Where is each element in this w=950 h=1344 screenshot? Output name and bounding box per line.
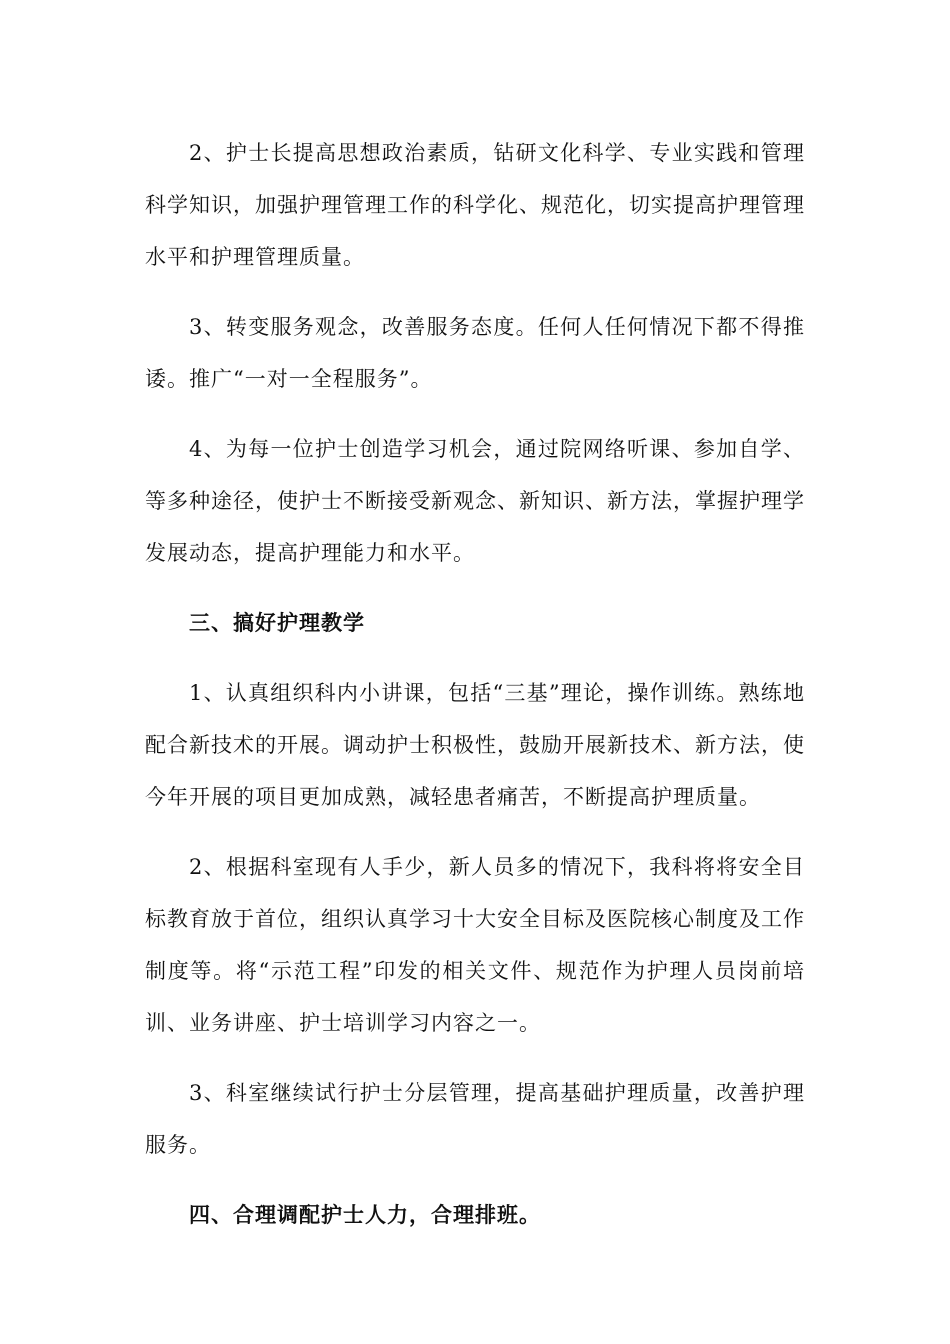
paragraph-3-service-attitude: 3、转变服务观念，改善服务态度。任何人任何情况下都不得推诿。推广“一对一全程服务”。 [145,315,805,391]
paragraph-1-lectures: 1、认真组织科内小讲课，包括“三基”理论，操作训练。熟练地配合新技术的开展。调动护士积极性，鼓励开展新技术、新方法，使今年开展的项目更加成熟，减轻患者痛苦，不断提高护理质量。 [145,681,805,809]
paragraph-2-safety-education: 2、根据科室现有人手少，新人员多的情况下，我科将将安全目标教育放于首位，组织认真学习十大安全目标及医院核心制度及工作制度等。将“示范工程”印发的相关文件、规范作为护理人员岗前培训、业务讲座、护士培训学习内容之一。 [145,855,805,1035]
paragraph-3-tiered-management: 3、科室继续试行护士分层管理，提高基础护理质量，改善护理服务。 [145,1081,805,1157]
document-body [145,127,805,1259]
paragraph-2-head-nurse-quality: 2、护士长提高思想政治素质，钻研文化科学、专业实践和管理科学知识，加强护理管理工作的科学化、规范化，切实提高护理管理水平和护理管理质量。 [145,141,805,269]
section-heading-staffing: 四、合理调配护士人力，合理排班。 [189,1203,541,1227]
section-heading-teaching: 三、搞好护理教学 [189,611,365,635]
paragraph-4-learning-opportunity: 4、为每一位护士创造学习机会，通过院网络听课、参加自学、等多种途径，使护士不断接受新观念、新知识、新方法，掌握护理学发展动态，提高护理能力和水平。 [145,437,805,565]
